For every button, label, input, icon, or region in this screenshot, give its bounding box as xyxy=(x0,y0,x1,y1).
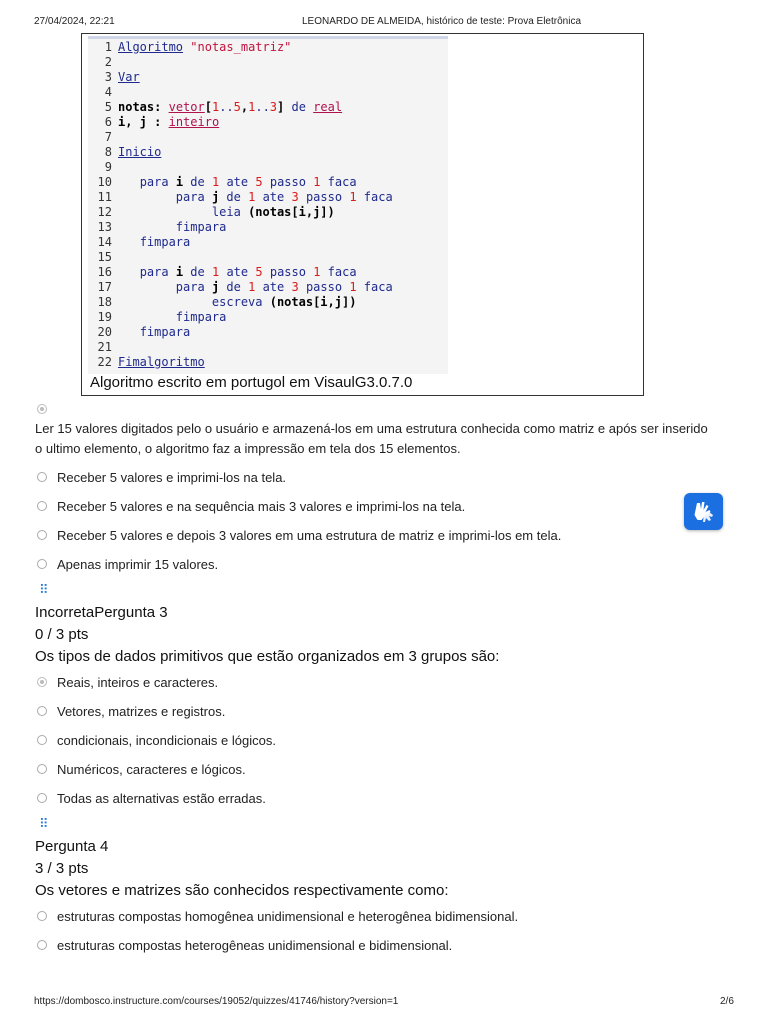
code-line: 21 xyxy=(97,340,112,354)
question-status: IncorretaPergunta 3 xyxy=(35,604,168,621)
code-line: 3 Var xyxy=(104,70,140,84)
answer-option: Reais, inteiros e caracteres. xyxy=(57,675,219,690)
answer-radio[interactable] xyxy=(37,559,47,569)
code-line: 2 xyxy=(104,55,112,69)
code-line: 19 fimpara xyxy=(97,310,227,324)
answer-option: Receber 5 valores e imprimi-los na tela. xyxy=(57,470,287,485)
answer-radio-selected[interactable] xyxy=(37,404,47,414)
code-line: 12 leia (notas[i,j]) xyxy=(97,205,335,219)
code-line: 13 fimpara xyxy=(97,220,227,234)
answer-option: Vetores, matrizes e registros. xyxy=(57,704,226,719)
answer-radio-selected[interactable] xyxy=(37,677,47,687)
print-title: LEONARDO DE ALMEIDA, histórico de teste: Prova Eletrônica xyxy=(302,16,581,27)
drag-handle-icon[interactable]: ⠿ xyxy=(39,583,49,598)
answer-radio[interactable] xyxy=(37,472,47,482)
answer-radio[interactable] xyxy=(37,793,47,803)
answer-option: estruturas compostas heterogêneas unidimensional e bidimensional. xyxy=(57,938,453,953)
code-line: 16 para i de 1 ate 5 passo 1 faca xyxy=(97,265,357,279)
answer-option: condicionais, incondicionais e lógicos. xyxy=(57,733,276,748)
code-line: 6 i, j : inteiro xyxy=(104,115,220,129)
code-line: 5 notas: vetor[1..5,1..3] de real xyxy=(104,100,343,114)
code-line: 22 Fimalgoritmo xyxy=(97,355,205,369)
answer-option: Numéricos, caracteres e lógicos. xyxy=(57,762,246,777)
drag-handle-icon[interactable]: ⠿ xyxy=(39,817,49,832)
answer-radio[interactable] xyxy=(37,764,47,774)
page-number: 2/6 xyxy=(720,996,734,1007)
answer-radio[interactable] xyxy=(37,530,47,540)
code-line: 15 xyxy=(97,250,112,264)
code-line: 1 Algoritmo "notas_matriz" xyxy=(104,40,292,54)
figure-caption: Algoritmo escrito em portugol em VisaulG3.0.7.0 xyxy=(90,374,413,391)
code-line: 4 xyxy=(104,85,112,99)
code-line: 10 para i de 1 ate 5 passo 1 faca xyxy=(97,175,357,189)
sign-language-hands-icon xyxy=(684,493,723,530)
question-score: 0 / 3 pts xyxy=(35,626,89,643)
code-line: 14 fimpara xyxy=(97,235,191,249)
code-line: 20 fimpara xyxy=(97,325,191,339)
code-line: 9 xyxy=(104,160,112,174)
question-text: Os vetores e matrizes são conhecidos respectivamente como: xyxy=(35,882,449,899)
answer-option: Apenas imprimir 15 valores. xyxy=(57,557,219,572)
editor-top-strip xyxy=(88,36,448,39)
code-screenshot xyxy=(88,36,448,374)
answer-radio[interactable] xyxy=(37,735,47,745)
answer-radio[interactable] xyxy=(37,911,47,921)
answer-option: estruturas compostas homogênea unidimensional e heterogênea bidimensional. xyxy=(57,909,519,924)
question-text: Os tipos de dados primitivos que estão organizados em 3 grupos são: xyxy=(35,648,500,665)
answer-option: Receber 5 valores e na sequência mais 3 valores e imprimi-los na tela. xyxy=(57,499,466,514)
code-line: 7 xyxy=(104,130,112,144)
answer-radio[interactable] xyxy=(37,706,47,716)
code-figure xyxy=(81,33,644,396)
answer-option: Receber 5 valores e depois 3 valores em uma estrutura de matriz e imprimi-los em tela. xyxy=(57,528,562,543)
question-score: 3 / 3 pts xyxy=(35,860,89,877)
print-url: https://dombosco.instructure.com/courses/19052/quizzes/41746/history?version=1 xyxy=(34,996,399,1007)
print-datetime: 27/04/2024, 22:21 xyxy=(34,16,115,27)
selected-answer-text: Ler 15 valores digitados pelo o usuário e armazená-los em uma estrutura conhecida como matriz e após ser inserido o ultimo elemento, o algoritmo faz a impressão em tela dos 15 elementos. xyxy=(35,421,708,456)
code-line: 11 para j de 1 ate 3 passo 1 faca xyxy=(97,190,393,204)
answer-radio[interactable] xyxy=(37,940,47,950)
code-line: 18 escreva (notas[i,j]) xyxy=(97,295,357,309)
question-status: Pergunta 4 xyxy=(35,838,109,855)
sign-language-button[interactable] xyxy=(684,493,723,530)
code-line: 8 Inicio xyxy=(104,145,162,159)
answer-radio[interactable] xyxy=(37,501,47,511)
code-line: 17 para j de 1 ate 3 passo 1 faca xyxy=(97,280,393,294)
answer-option: Todas as alternativas estão erradas. xyxy=(57,791,266,806)
